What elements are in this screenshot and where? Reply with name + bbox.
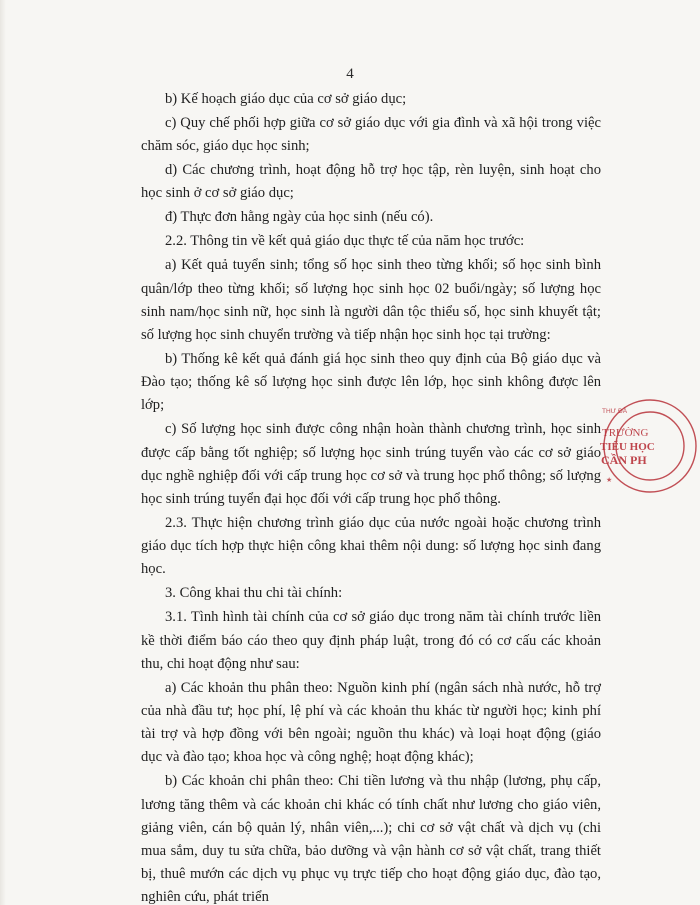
page-number: 4 [346, 66, 354, 82]
paragraph: đ) Thực đơn hằng ngày của học sinh (nếu có). [165, 209, 434, 226]
paragraph: b) Kế hoạch giáo dục của cơ sở giáo dục; [165, 91, 407, 107]
document-body [141, 88, 601, 905]
paragraph: b) Thống kê kết quả đánh giá học sinh theo quy định của Bộ giáo dục và Đào tạo; thống kê số lượng học sinh được lên lớp, học sinh không được lên lớp; [141, 351, 601, 414]
paragraph: b) Các khoản chi phân theo: Chi tiền lương và thu nhập (lương, phụ cấp, lương tăng thêm và các khoản chi khác có tính chất như lương cho giáo viên, giảng viên, cán bộ quản lý, nhân viên,...); chi cơ sở vật chất và dịch vụ (chi mua sắm, duy tu sửa chữa, bảo dưỡng và vận hành cơ sở vật chất, trang thiết bị, thuê mướn các dịch vụ phục vụ trực tiếp cho hoạt động giáo dục, đào tạo, nghiên cứu, phát triển [141, 773, 601, 905]
seal-line-3: CẦN PH [601, 453, 647, 467]
seal-star-icon: ★ [606, 476, 613, 484]
paragraph: 2.2. Thông tin về kết quả giáo dục thực tế của năm học trước: [165, 233, 525, 250]
binding-shadow [0, 0, 6, 905]
paragraph: 2.3. Thực hiện chương trình giáo dục của nước ngoài hoặc chương trình giáo dục tích hợp thực hiện công khai thêm nội dung: số lượng học sinh đang học. [141, 515, 601, 578]
paragraph: 3.1. Tình hình tài chính của cơ sở giáo dục trong năm tài chính trước liền kề thời điểm báo cáo theo quy định pháp luật, trong đó có cơ cấu các khoản thu, chi hoạt động như sau: [141, 609, 601, 672]
paragraph: a) Các khoản thu phân theo: Nguồn kinh phí (ngân sách nhà nước, hỗ trợ của nhà đầu tư; học phí, lệ phí và các khoản thu khác từ người học; kinh phí tài trợ và hợp đồng với bên ngoài; nguồn thu khác) và loại hoạt động (giáo dục và đào tạo; khoa học và công nghệ; hoạt động khác); [141, 679, 601, 766]
seal-line-1: TRƯỜNG [602, 427, 649, 439]
paragraph: 3. Công khai thu chi tài chính: [165, 585, 343, 602]
school-seal-stamp [592, 396, 700, 496]
paragraph: c) Quy chế phối hợp giữa cơ sở giáo dục với gia đình và xã hội trong việc chăm sóc, giáo dục học sinh; [141, 115, 601, 155]
paragraph: d) Các chương trình, hoạt động hỗ trợ học tập, rèn luyện, sinh hoạt cho học sinh ở cơ sở giáo dục; [141, 162, 601, 202]
seal-line-2: TIỂU HỌC [600, 441, 655, 453]
seal-top-text: THƯ ĐÀ [602, 408, 628, 415]
paragraph: c) Số lượng học sinh được công nhận hoàn thành chương trình, học sinh được cấp bằng tốt nghiệp; số lượng học sinh trúng tuyển vào các cơ sở giáo dục nghề nghiệp đối với cấp trung học cơ sở và trung học phổ thông; số lượng học sinh trúng tuyển đại học đối với cấp trung học phổ thông. [141, 421, 601, 508]
paragraph: a) Kết quả tuyển sinh; tổng số học sinh theo từng khối; số học sinh bình quân/lớp theo từng khối; số lượng học sinh học 02 buổi/ngày; số lượng học sinh nam/học sinh nữ, học sinh là người dân tộc thiểu số, học sinh khuyết tật; số lượng học sinh chuyển trường và tiếp nhận học sinh học tại trường: [141, 257, 601, 344]
